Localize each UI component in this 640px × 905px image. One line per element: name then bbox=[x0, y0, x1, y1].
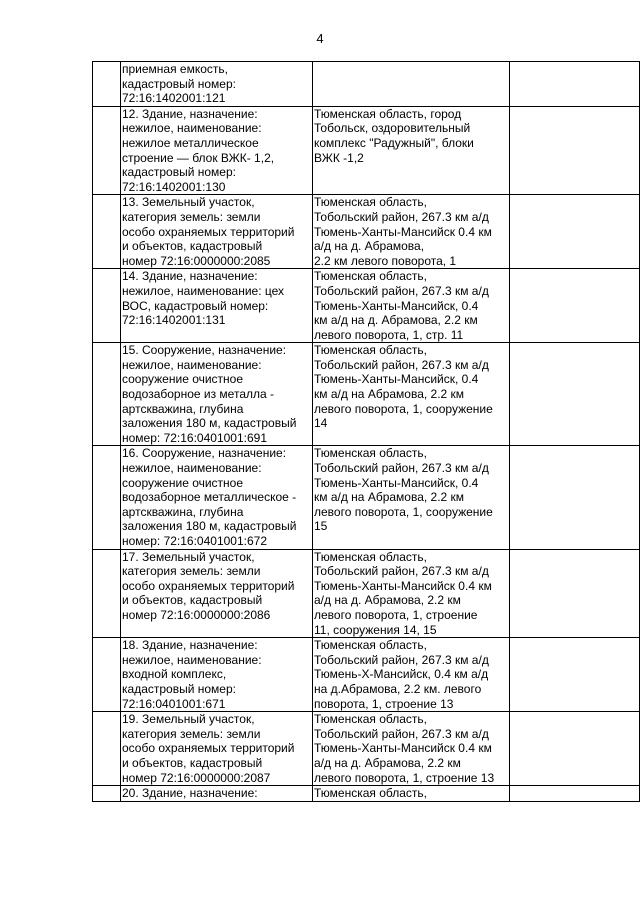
table-row bbox=[93, 269, 640, 343]
object-description-cell: 19. Земельный участок, категория земель: земли особо охраняемых территорий и объектов, кадастровый номер 72:16:0000000:2087 bbox=[121, 712, 313, 786]
object-description-cell: 12. Здание, назначение: нежилое, наименование: нежилое металлическое строение — блок ВЖК- 1,2, кадастровый номер: 72:16:1402001:130 bbox=[121, 106, 313, 195]
table-row bbox=[93, 446, 640, 549]
address-cell: Тюменская область, bbox=[313, 786, 510, 802]
table-row bbox=[93, 343, 640, 446]
notes-cell bbox=[510, 638, 640, 712]
table-row bbox=[93, 638, 640, 712]
address-cell: Тюменская область, город Тобольск, оздоровительный комплекс "Радужный", блоки ВЖК -1,2 bbox=[313, 106, 510, 195]
object-description-cell: 16. Сооружение, назначение: нежилое, наименование: сооружение очистное водозаборное металлическое - артскважина, глубина заложения 180 м, кадастровый номер: 72:16:0401001:672 bbox=[121, 446, 313, 549]
table-row bbox=[93, 786, 640, 802]
property-table bbox=[92, 61, 640, 802]
notes-cell bbox=[510, 106, 640, 195]
object-description-cell: 18. Здание, назначение: нежилое, наименование: входной комплекс, кадастровый номер: 72:16:0401001:671 bbox=[121, 638, 313, 712]
object-description-cell: приемная емкость, кадастровый номер: 72:16:1402001:121 bbox=[121, 62, 313, 107]
address-cell: Тюменская область, Тобольский район, 267.3 км а/д Тюмень-Ханты-Мансийск, 0.4 км а/д на Абрамова, 2.2 км левого поворота, 1, сооружение 15 bbox=[313, 446, 510, 549]
table-row bbox=[93, 62, 640, 107]
notes-cell bbox=[510, 446, 640, 549]
row-number-cell bbox=[93, 343, 121, 446]
address-cell: Тюменская область, Тобольский район, 267.3 км а/д Тюмень-Х-Мансийск, 0.4 км а/д на д.Абрамова, 2.2 км. левого поворота, 1, строение 13 bbox=[313, 638, 510, 712]
address-cell: Тюменская область, Тобольский район, 267.3 км а/д Тюмень-Ханты-Мансийск, 0.4 км а/д на д. Абрамова, 2.2 км левого поворота, 1, стр. 11 bbox=[313, 269, 510, 343]
row-number-cell bbox=[93, 106, 121, 195]
page-number: 4 bbox=[316, 31, 324, 46]
table-row bbox=[93, 712, 640, 786]
object-description-cell: 20. Здание, назначение: bbox=[121, 786, 313, 802]
notes-cell bbox=[510, 62, 640, 107]
table-row bbox=[93, 106, 640, 195]
address-cell: Тюменская область, Тобольский район, 267.3 км а/д Тюмень-Ханты-Мансийск 0.4 км а/д на д. Абрамова, 2.2 км левого поворота, 1, строение 13 bbox=[313, 712, 510, 786]
row-number-cell bbox=[93, 638, 121, 712]
notes-cell bbox=[510, 269, 640, 343]
notes-cell bbox=[510, 549, 640, 638]
object-description-cell: 13. Земельный участок, категория земель: земли особо охраняемых территорий и объектов, кадастровый номер 72:16:0000000:2085 bbox=[121, 195, 313, 269]
row-number-cell bbox=[93, 786, 121, 802]
row-number-cell bbox=[93, 269, 121, 343]
row-number-cell bbox=[93, 446, 121, 549]
notes-cell bbox=[510, 195, 640, 269]
address-cell: Тюменская область, Тобольский район, 267.3 км а/д Тюмень-Ханты-Мансийск 0.4 км а/д на д. Абрамова, 2.2 км левого поворота, 1 bbox=[313, 195, 510, 269]
address-cell bbox=[313, 62, 510, 107]
notes-cell bbox=[510, 343, 640, 446]
row-number-cell bbox=[93, 195, 121, 269]
object-description-cell: 15. Сооружение, назначение: нежилое, наименование: сооружение очистное водозаборное из металла - артскважина, глубина заложения 180 м, кадастровый номер: 72:16:0401001:691 bbox=[121, 343, 313, 446]
row-number-cell bbox=[93, 712, 121, 786]
table-row bbox=[93, 549, 640, 638]
object-description-cell: 14. Здание, назначение: нежилое, наименование: цех ВОС, кадастровый номер: 72:16:1402001:131 bbox=[121, 269, 313, 343]
table-row bbox=[93, 195, 640, 269]
row-number-cell bbox=[93, 549, 121, 638]
address-cell: Тюменская область, Тобольский район, 267.3 км а/д Тюмень-Ханты-Мансийск, 0.4 км а/д на Абрамова, 2.2 км левого поворота, 1, сооружение 14 bbox=[313, 343, 510, 446]
row-number-cell bbox=[93, 62, 121, 107]
object-description-cell: 17. Земельный участок, категория земель: земли особо охраняемых территорий и объектов, кадастровый номер 72:16:0000000:2086 bbox=[121, 549, 313, 638]
notes-cell bbox=[510, 786, 640, 802]
address-cell: Тюменская область, Тобольский район, 267.3 км а/д Тюмень-Ханты-Мансийск 0.4 км а/д на д. Абрамова, 2.2 км левого поворота, 1, строение 11, сооружения 14, 15 bbox=[313, 549, 510, 638]
notes-cell bbox=[510, 712, 640, 786]
